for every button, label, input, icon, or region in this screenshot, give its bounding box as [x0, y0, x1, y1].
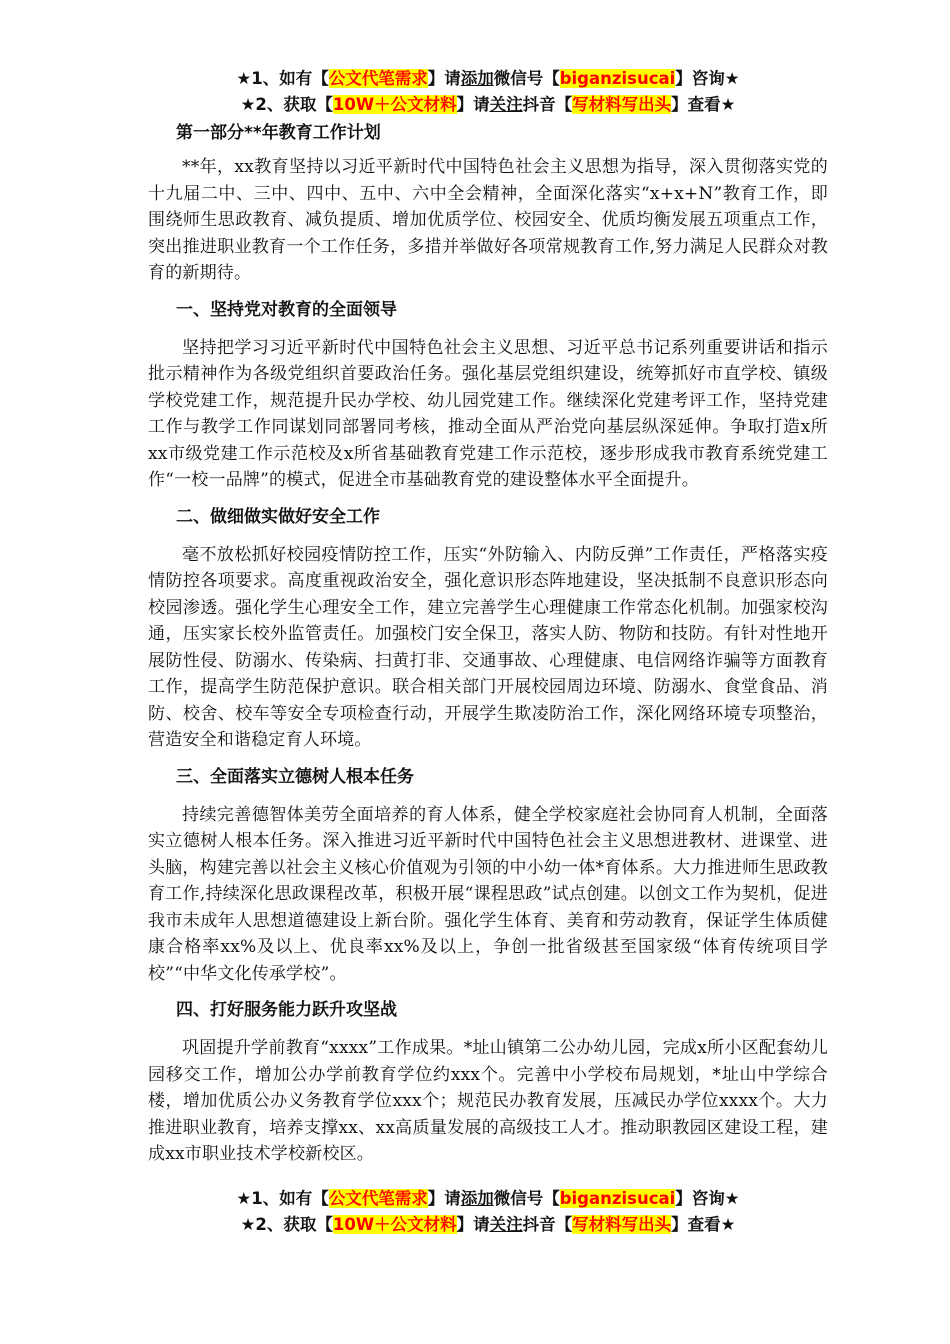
section-body-2: 毫不放松抓好校园疫情防控工作，压实“外防输入、内防反弹”工作责任，严格落实疫情防控各项要求。高度重视政治安全，强化意识形态阵地建设，坚决抵制不良意识形态向校园渗透。强化学生心理安全工作，建立完善学生心理健康工作常态化机制。加强家校沟通，压实家长校外监管责任。加强校门安全保卫，落实人防、物防和技防。有针对性地开展防性侵、防溺水、传染病、扫黄打非、交通事故、心理健康、电信网络诈骗等方面教育工作，提高学生防范保护意识。联合相关部门开展校园周边环境、防溺水、食堂食品、消防、校舍、校车等安全专项检查行动，开展学生欺凌防治工作，深化网络环境专项整治，营造安全和谐稳定育人环境。	[148, 544, 828, 750]
promo-text: 】请	[456, 95, 490, 114]
promo-text: 微信号【	[493, 1188, 560, 1208]
intro-paragraph: **年，xx教育坚持以习近平新时代中国特色社会主义思想为指导，深入贯彻落实党的十九届二中、三中、四中、五中、六中全会精神，全面深化落实“x+x+N”教育工作，即围绕师生思政教育、减负提质、增加优质学位、校园安全、优质均衡发展五项重点工作，突出推进职业教育一个工作任务，多措并举做好各项常规教育工作,努力满足人民群众对教育的新期待。	[148, 157, 828, 283]
promo-text: 】请	[427, 69, 461, 88]
document-page	[148, 66, 828, 1238]
promo-text: 抖音【	[522, 1214, 573, 1234]
promo-underlined: 添加	[460, 69, 494, 88]
promo-text: 】咨询★	[675, 1188, 740, 1208]
promo-footer	[148, 1186, 828, 1238]
promo-highlight: 10W＋公文材料	[332, 1214, 457, 1234]
section-heading-4: 四、打好服务能力跃升攻坚战	[176, 1000, 397, 1020]
promo-underlined: 添加	[460, 1188, 494, 1208]
promo-highlight: 公文代笔需求	[328, 69, 428, 88]
document-title: 第一部分**年教育工作计划	[176, 123, 381, 143]
promo-line-2	[148, 92, 828, 118]
promo-line-2	[148, 1212, 828, 1238]
section-heading-3: 三、全面落实立德树人根本任务	[176, 766, 414, 787]
promo-text: 】请	[427, 1188, 461, 1208]
promo-text: ★2、获取【	[240, 1214, 333, 1234]
promo-wechat-id: biganzisucai	[559, 1188, 676, 1208]
promo-douyin-id: 写材料写出头	[572, 1214, 672, 1234]
promo-text: 】查看★	[671, 95, 736, 114]
promo-line-1	[148, 1186, 828, 1212]
section-body-3: 持续完善德智体美劳全面培养的育人体系，健全学校家庭社会协同育人机制，全面落实立德树人根本任务。深入推进习近平新时代中国特色社会主义思想进教材、进课堂、进头脑，构建完善以社会主义核心价值观为引领的中小幼一体*育体系。大力推进师生思政教育工作,持续深化思政课程改革，积极开展“课程思政”试点创建。以创文工作为契机，促进我市未成年人思想道德建设上新台阶。强化学生体育、美育和劳动教育，保证学生体质健康合格率xx%及以上、优良率xx%及以上，争创一批省级甚至国家级“体育传统项目学校”“中华文化传承学校”。	[148, 804, 828, 984]
promo-wechat-id: biganzisucai	[559, 69, 676, 88]
promo-highlight: 公文代笔需求	[328, 1188, 428, 1208]
section-heading-1: 一、坚持党对教育的全面领导	[176, 299, 397, 320]
section-body-4: 巩固提升学前教育“xxxx”工作成果。*址山镇第二公办幼儿园，完成x所小区配套幼儿园移交工作，增加公办学前教育学位约xxx个。完善中小学校布局规划，*址山中学综合楼，增加优质公办义务教育学位xxx个；规范民办教育发展，压减民办学位xxxx个。大力推进职业教育，培养支撑xx、xx高质量发展的高级技工人才。推动职教园区建设工程，建成xx市职业技术学校新校区。	[148, 1038, 828, 1164]
section-body-1: 坚持把学习习近平新时代中国特色社会主义思想、习近平总书记系列重要讲话和指示批示精神作为各级党组织首要政治任务。强化基层党组织建设，统筹抓好市直学校、镇级学校党建工作，规范提升民办学校、幼儿园党建工作。继续深化党建考评工作，坚持党建工作与教学工作同谋划同部署同考核，推动全面从严治党向基层纵深延伸。争取打造x所xx市级党建工作示范校及x所省基础教育党建工作示范校，逐步形成我市教育系统党建工作“一校一品牌”的模式，促进全市基础教育党的建设整体水平全面提升。	[148, 337, 828, 490]
promo-underlined: 关注	[489, 1214, 523, 1234]
promo-text: 】咨询★	[675, 69, 740, 88]
section-heading-2: 二、做细做实做好安全工作	[176, 506, 380, 527]
promo-line-1	[148, 66, 828, 92]
promo-text: 抖音【	[522, 95, 573, 114]
promo-text: 微信号【	[493, 69, 560, 88]
promo-text: ★1、如有【	[236, 1188, 329, 1208]
promo-text: ★1、如有【	[236, 69, 329, 88]
promo-douyin-id: 写材料写出头	[572, 95, 672, 114]
promo-text: 】请	[456, 1214, 490, 1234]
promo-highlight: 10W＋公文材料	[332, 95, 457, 114]
promo-text: ★2、获取【	[240, 95, 333, 114]
promo-underlined: 关注	[489, 95, 523, 114]
promo-text: 】查看★	[671, 1214, 736, 1234]
